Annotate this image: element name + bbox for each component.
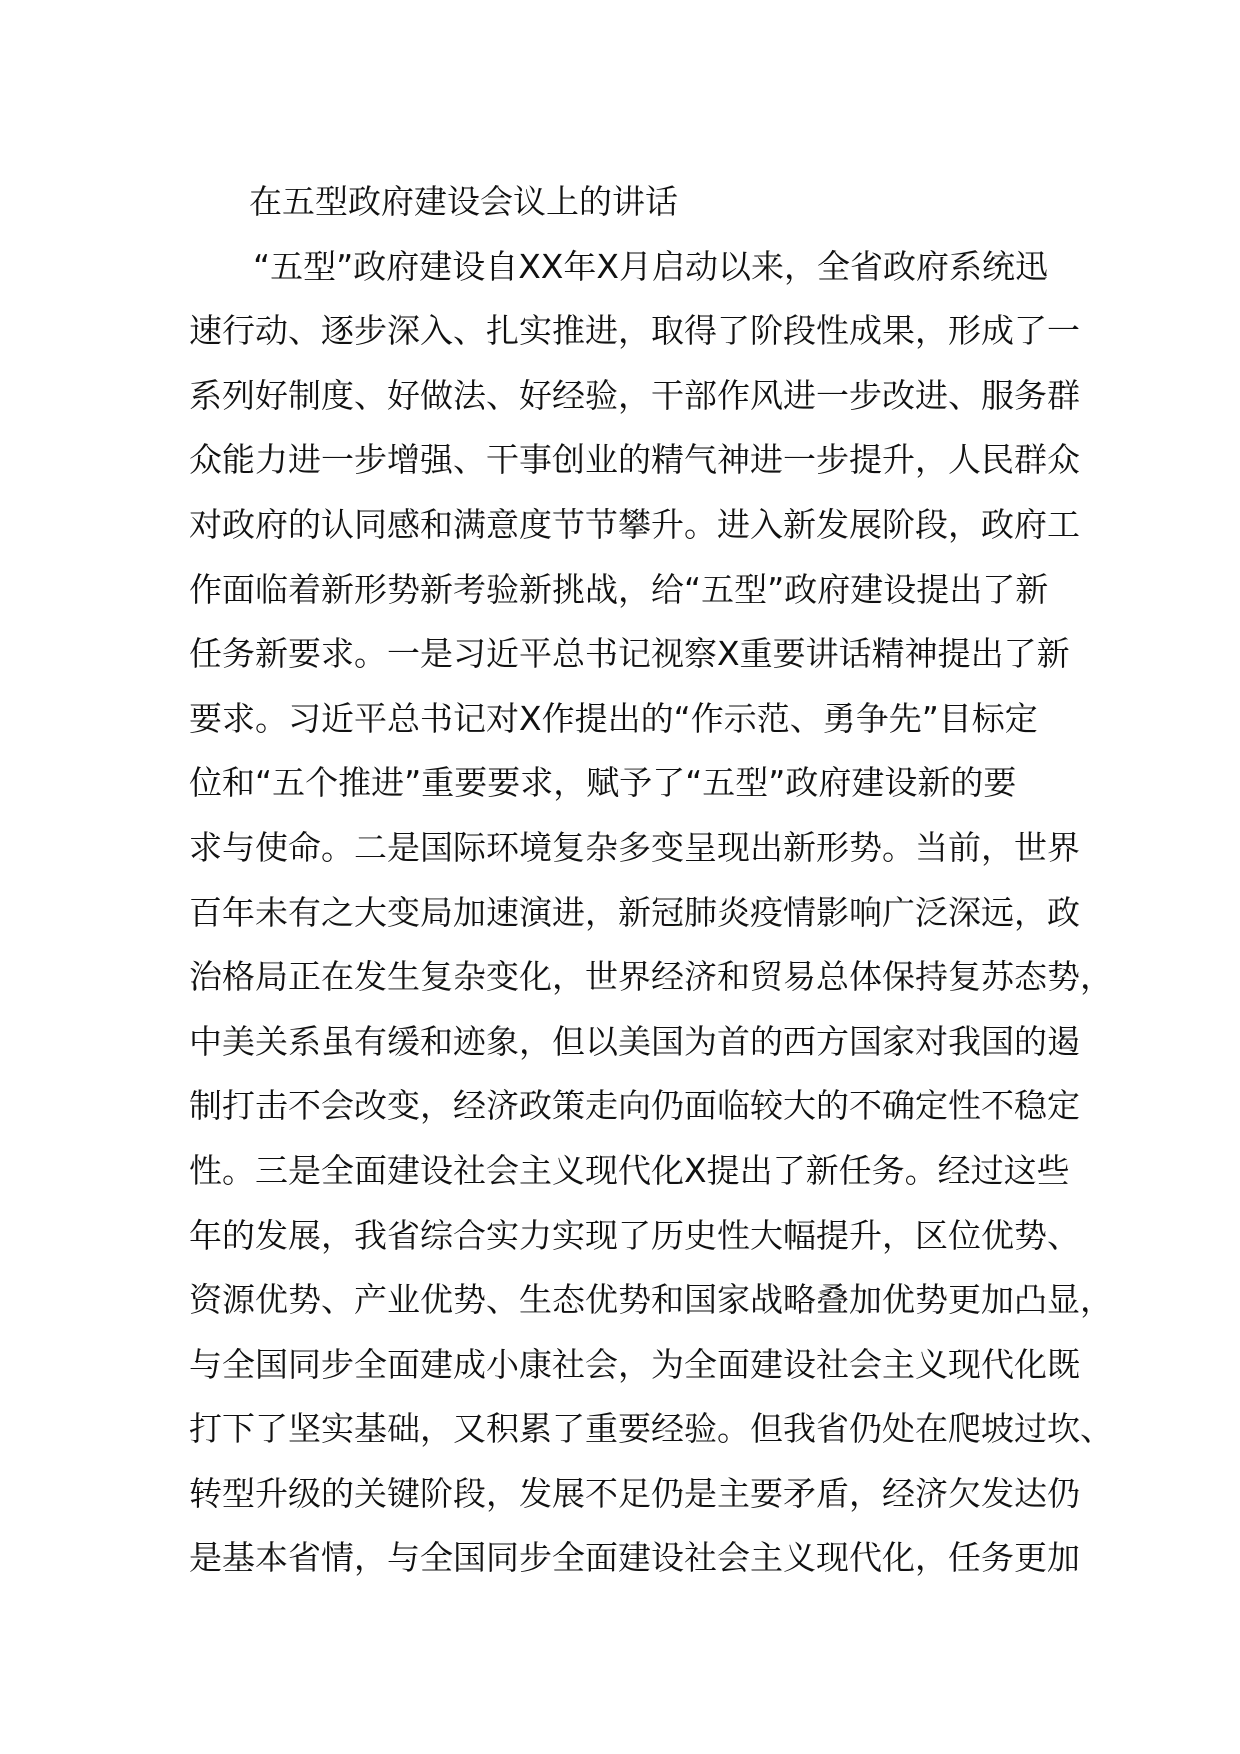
- body-line: 系列好制度、好做法、好经验，干部作风进一步改进、服务群: [189, 375, 1080, 415]
- body-line: 性。三是全面建设社会主义现代化X提出了新任务。经过这些: [189, 1150, 1070, 1190]
- body-line: 制打击不会改变，经济政策走向仍面临较大的不确定性不稳定: [189, 1086, 1080, 1126]
- body-line: 中美关系虽有缓和迹象，但以美国为首的西方国家对我国的遏: [189, 1021, 1080, 1061]
- body-line: 百年未有之大变局加速演进，新冠肺炎疫情影响广泛深远，政: [189, 892, 1080, 932]
- body-line: 众能力进一步增强、干事创业的精气神进一步提升，人民群众: [189, 440, 1080, 480]
- body-line: 打下了坚实基础，又积累了重要经验。但我省仍处在爬坡过坎、: [189, 1409, 1113, 1449]
- body-line: 求与使命。二是国际环境复杂多变呈现出新形势。当前，世界: [189, 827, 1080, 867]
- document-title: 在五型政府建设会议上的讲话: [249, 182, 678, 221]
- body-line: 与全国同步全面建成小康社会，为全面建设社会主义现代化既: [189, 1344, 1080, 1384]
- body-line: 任务新要求。一是习近平总书记视察X重要讲话精神提出了新: [189, 634, 1070, 674]
- body-line: 要求。习近平总书记对X作提出的“作示范、勇争先”目标定: [189, 698, 1038, 738]
- body-line: 对政府的认同感和满意度节节攀升。进入新发展阶段，政府工: [189, 504, 1080, 544]
- body-line: 资源优势、产业优势、生态优势和国家战略叠加优势更加凸显，: [189, 1280, 1113, 1320]
- body-line: “五型”政府建设自XX年X月启动以来，全省政府系统迅: [253, 246, 1049, 286]
- body-line: 转型升级的关键阶段，发展不足仍是主要矛盾，经济欠发达仍: [189, 1473, 1080, 1513]
- document-body: [189, 170, 1113, 1591]
- body-line: 治格局正在发生复杂变化，世界经济和贸易总体保持复苏态势，: [189, 957, 1113, 997]
- body-line: 速行动、逐步深入、扎实推进，取得了阶段性成果，形成了一: [189, 311, 1080, 351]
- body-line: 位和“五个推进”重要要求，赋予了“五型”政府建设新的要: [189, 763, 1017, 803]
- body-line: 年的发展，我省综合实力实现了历史性大幅提升，区位优势、: [189, 1215, 1080, 1255]
- body-line: 作面临着新形势新考验新挑战，给“五型”政府建设提出了新: [189, 569, 1049, 609]
- body-line: 是基本省情，与全国同步全面建设社会主义现代化，任务更加: [189, 1538, 1080, 1578]
